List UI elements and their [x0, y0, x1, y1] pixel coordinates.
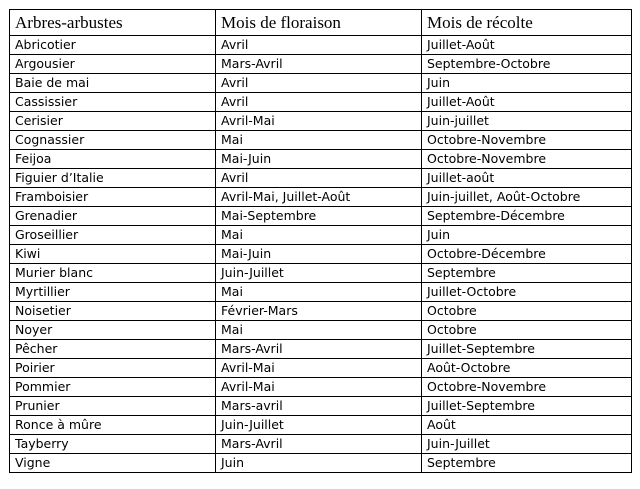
table-row: [10, 454, 632, 473]
flowering-month-cell: Avril: [216, 169, 422, 188]
tree-name-cell: Abricotier: [10, 36, 216, 55]
harvest-month-cell: Septembre: [422, 264, 632, 283]
flowering-month-cell: Avril: [216, 74, 422, 93]
harvest-month-cell: Juin-Juillet: [422, 435, 632, 454]
tree-name-cell: Cognassier: [10, 131, 216, 150]
harvest-month-cell: Juin-juillet, Août-Octobre: [422, 188, 632, 207]
harvest-month-cell: Août: [422, 416, 632, 435]
harvest-month-cell: Juillet-Septembre: [422, 397, 632, 416]
tree-name-cell: Grenadier: [10, 207, 216, 226]
table-row: [10, 340, 632, 359]
tree-name-cell: Framboisier: [10, 188, 216, 207]
fruit-table-container: [9, 9, 631, 473]
harvest-month-cell: Juillet-Août: [422, 36, 632, 55]
flowering-month-cell: Mai: [216, 131, 422, 150]
flowering-month-cell: Avril-Mai: [216, 112, 422, 131]
table-row: [10, 226, 632, 245]
flowering-month-cell: Mars-Avril: [216, 55, 422, 74]
tree-name-cell: Groseillier: [10, 226, 216, 245]
table-row: [10, 397, 632, 416]
table-row: [10, 435, 632, 454]
table-row: [10, 93, 632, 112]
table-row: [10, 416, 632, 435]
tree-name-cell: Feijoa: [10, 150, 216, 169]
table-row: [10, 283, 632, 302]
table-header: [10, 10, 632, 36]
header-row: [10, 10, 632, 36]
tree-name-cell: Murier blanc: [10, 264, 216, 283]
table-row: [10, 359, 632, 378]
table-row: [10, 36, 632, 55]
flowering-month-cell: Mai: [216, 283, 422, 302]
tree-name-cell: Prunier: [10, 397, 216, 416]
tree-name-cell: Cerisier: [10, 112, 216, 131]
harvest-month-cell: Juillet-Septembre: [422, 340, 632, 359]
tree-name-cell: Kiwi: [10, 245, 216, 264]
table-row: [10, 207, 632, 226]
harvest-month-cell: Juin-juillet: [422, 112, 632, 131]
harvest-month-cell: Septembre: [422, 454, 632, 473]
table-row: [10, 264, 632, 283]
harvest-month-cell: Août-Octobre: [422, 359, 632, 378]
flowering-month-cell: Juin-Juillet: [216, 416, 422, 435]
tree-name-cell: Myrtillier: [10, 283, 216, 302]
harvest-month-cell: Octobre: [422, 302, 632, 321]
harvest-month-cell: Octobre-Novembre: [422, 150, 632, 169]
flowering-month-cell: Mai-Septembre: [216, 207, 422, 226]
flowering-month-cell: Mai-Juin: [216, 150, 422, 169]
flowering-month-cell: Juin: [216, 454, 422, 473]
table-row: [10, 169, 632, 188]
fruit-table: [9, 9, 632, 473]
tree-name-cell: Vigne: [10, 454, 216, 473]
table-row: [10, 321, 632, 340]
tree-name-cell: Pêcher: [10, 340, 216, 359]
tree-name-cell: Baie de mai: [10, 74, 216, 93]
tree-name-cell: Figuier d’Italie: [10, 169, 216, 188]
table-row: [10, 131, 632, 150]
flowering-month-cell: Mai: [216, 321, 422, 340]
flowering-month-cell: Avril-Mai: [216, 359, 422, 378]
table-body: [10, 36, 632, 473]
table-row: [10, 150, 632, 169]
harvest-month-cell: Octobre-Novembre: [422, 131, 632, 150]
table-row: [10, 302, 632, 321]
table-row: [10, 74, 632, 93]
table-row: [10, 55, 632, 74]
tree-name-cell: Ronce à mûre: [10, 416, 216, 435]
flowering-month-cell: Avril: [216, 36, 422, 55]
harvest-month-cell: Juin: [422, 226, 632, 245]
harvest-month-cell: Juillet-Octobre: [422, 283, 632, 302]
flowering-month-cell: Juin-Juillet: [216, 264, 422, 283]
harvest-month-cell: Octobre-Décembre: [422, 245, 632, 264]
flowering-month-cell: Avril: [216, 93, 422, 112]
harvest-month-cell: Octobre: [422, 321, 632, 340]
tree-name-cell: Noyer: [10, 321, 216, 340]
tree-name-cell: Tayberry: [10, 435, 216, 454]
flowering-month-cell: Février-Mars: [216, 302, 422, 321]
flowering-month-cell: Avril-Mai: [216, 378, 422, 397]
header-flowering: Mois de floraison: [216, 10, 422, 36]
harvest-month-cell: Septembre-Décembre: [422, 207, 632, 226]
harvest-month-cell: Octobre-Novembre: [422, 378, 632, 397]
tree-name-cell: Argousier: [10, 55, 216, 74]
tree-name-cell: Poirier: [10, 359, 216, 378]
flowering-month-cell: Mars-Avril: [216, 435, 422, 454]
tree-name-cell: Cassissier: [10, 93, 216, 112]
flowering-month-cell: Mars-Avril: [216, 340, 422, 359]
header-trees: Arbres-arbustes: [10, 10, 216, 36]
table-row: [10, 188, 632, 207]
flowering-month-cell: Avril-Mai, Juillet-Août: [216, 188, 422, 207]
harvest-month-cell: Juillet-Août: [422, 93, 632, 112]
tree-name-cell: Noisetier: [10, 302, 216, 321]
table-row: [10, 378, 632, 397]
harvest-month-cell: Juillet-août: [422, 169, 632, 188]
flowering-month-cell: Mai: [216, 226, 422, 245]
table-row: [10, 112, 632, 131]
flowering-month-cell: Mars-avril: [216, 397, 422, 416]
harvest-month-cell: Juin: [422, 74, 632, 93]
harvest-month-cell: Septembre-Octobre: [422, 55, 632, 74]
table-row: [10, 245, 632, 264]
flowering-month-cell: Mai-Juin: [216, 245, 422, 264]
tree-name-cell: Pommier: [10, 378, 216, 397]
header-harvest: Mois de récolte: [422, 10, 632, 36]
